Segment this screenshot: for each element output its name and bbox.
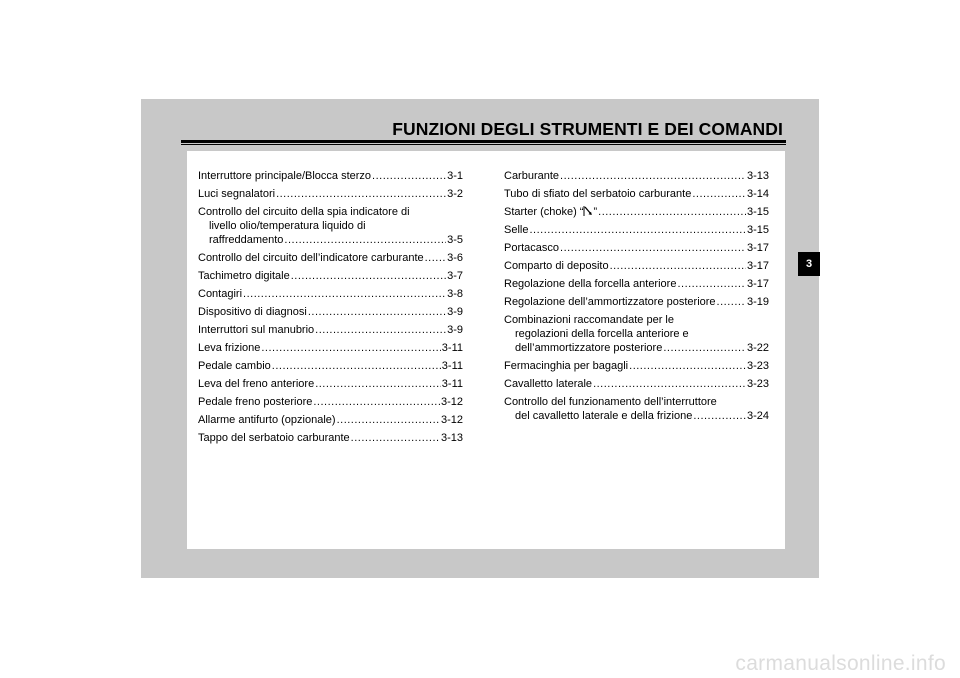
toc-page-number: 3-1 xyxy=(447,170,463,182)
toc-leader-dots xyxy=(284,233,446,247)
toc-page-number: 3-7 xyxy=(447,270,463,282)
toc-leader-dots xyxy=(315,377,441,391)
toc-entry-title: Leva del freno anteriore xyxy=(198,378,315,390)
toc-leader-dots xyxy=(425,251,446,265)
toc-entry[interactable] xyxy=(504,313,769,355)
toc-leader-dots xyxy=(598,205,746,219)
toc-entry-title: Luci segnalatori xyxy=(198,188,276,200)
toc-entry[interactable] xyxy=(504,359,769,373)
toc-page-number: 3-13 xyxy=(440,432,463,444)
toc-page-number: 3-12 xyxy=(440,396,463,408)
toc-page-number: 3-14 xyxy=(746,188,769,200)
toc-entry-title: Cavalletto laterale xyxy=(504,378,593,390)
toc-page-number: 3-5 xyxy=(447,234,463,246)
toc-leader-dots xyxy=(560,169,746,183)
toc-page-number: 3-6 xyxy=(447,252,463,264)
toc-entry-title: Combinazioni raccomandate per le xyxy=(504,314,674,326)
toc-entry[interactable] xyxy=(504,223,769,237)
toc-entry[interactable] xyxy=(504,259,769,273)
toc-entry-title: Leva frizione xyxy=(198,342,261,354)
toc-entry[interactable] xyxy=(504,187,769,201)
toc-page-number: 3-11 xyxy=(441,378,463,390)
toc-entry[interactable] xyxy=(198,377,463,391)
toc-leader-dots xyxy=(313,395,440,409)
toc-entry[interactable] xyxy=(198,323,463,337)
toc-entry-title: Carburante xyxy=(504,170,560,182)
toc-entry-title: Dispositivo di diagnosi xyxy=(198,306,307,318)
title-rule-thin xyxy=(181,144,786,145)
toc-leader-dots xyxy=(276,187,446,201)
toc-leader-dots xyxy=(372,169,446,183)
toc-page-number: 3-2 xyxy=(447,188,463,200)
toc-entry[interactable] xyxy=(198,341,463,355)
toc-leader-dots xyxy=(243,287,446,301)
toc-entry-title: del cavalletto laterale e della frizione xyxy=(515,410,693,422)
toc-leader-dots xyxy=(629,359,746,373)
toc-entry[interactable] xyxy=(198,187,463,201)
toc-entry[interactable] xyxy=(504,295,769,309)
toc-leader-dots xyxy=(593,377,746,391)
toc-entry-title: Tappo del serbatoio carburante xyxy=(198,432,350,444)
toc-page-number: 3-9 xyxy=(447,306,463,318)
toc-entry-title: Comparto di deposito xyxy=(504,260,609,272)
toc-page-number: 3-17 xyxy=(746,242,769,254)
toc-entry-title: regolazioni della forcella anteriore e xyxy=(515,328,689,340)
toc-page-number: 3-9 xyxy=(447,324,463,336)
toc-entry[interactable] xyxy=(198,287,463,301)
toc-entry-title: Regolazione della forcella anteriore xyxy=(504,278,677,290)
toc-entry-title: Controllo del circuito dell’indicatore carburante xyxy=(198,252,424,264)
toc-entry-title: Controllo del funzionamento dell’interruttore xyxy=(504,396,717,408)
toc-page-number: 3-11 xyxy=(441,342,463,354)
toc-entry[interactable] xyxy=(504,241,769,255)
toc-page-number: 3-22 xyxy=(746,342,769,354)
toc-page-number: 3-11 xyxy=(441,360,463,372)
toc-page-number: 3-12 xyxy=(440,414,463,426)
toc-left-column xyxy=(198,169,463,449)
title-rule xyxy=(181,140,786,143)
toc-leader-dots xyxy=(315,323,446,337)
toc-page-number: 3-17 xyxy=(746,260,769,272)
toc-leader-dots xyxy=(610,259,746,273)
toc-page-number: 3-24 xyxy=(746,410,769,422)
toc-leader-dots xyxy=(337,413,440,427)
watermark: carmanualsonline.info xyxy=(735,652,946,675)
toc-page-number: 3-15 xyxy=(746,206,769,218)
toc-entry-title: Contagiri xyxy=(198,288,243,300)
toc-entry[interactable] xyxy=(504,205,769,219)
toc-entry[interactable] xyxy=(198,169,463,183)
toc-entry[interactable] xyxy=(198,395,463,409)
toc-entry[interactable] xyxy=(504,169,769,183)
toc-entry-title: Fermacinghia per bagagli xyxy=(504,360,629,372)
toc-entry[interactable] xyxy=(198,251,463,265)
toc-leader-dots xyxy=(351,431,440,445)
toc-leader-dots xyxy=(693,409,746,423)
toc-page-number: 3-15 xyxy=(746,224,769,236)
toc-entry-title: Pedale cambio xyxy=(198,360,271,372)
toc-entry-title: Allarme antifurto (opzionale) xyxy=(198,414,336,426)
toc-entry-title: ” xyxy=(593,206,598,218)
toc-entry-title: Selle xyxy=(504,224,529,236)
toc-leader-dots xyxy=(663,341,746,355)
toc-leader-dots xyxy=(261,341,440,355)
toc-leader-dots xyxy=(529,223,746,237)
toc-entry-title: Tachimetro digitale xyxy=(198,270,290,282)
toc-leader-dots xyxy=(677,277,746,291)
toc-page-number: 3-8 xyxy=(447,288,463,300)
toc-entry-title: Portacasco xyxy=(504,242,560,254)
toc-entry-title: raffreddamento xyxy=(209,234,284,246)
toc-page-number: 3-23 xyxy=(746,360,769,372)
chapter-tab[interactable]: 3 xyxy=(798,252,820,276)
toc-entry[interactable] xyxy=(504,377,769,391)
toc-entry-title: Starter (choke) “ ” xyxy=(504,206,598,218)
toc-leader-dots xyxy=(308,305,446,319)
toc-entry-title: Interruttore principale/Blocca sterzo xyxy=(198,170,372,182)
choke-icon xyxy=(583,206,593,216)
toc-entry[interactable] xyxy=(198,269,463,283)
toc-entry-title: Regolazione dell’ammortizzatore posteriore xyxy=(504,296,716,308)
toc-entry[interactable] xyxy=(504,277,769,291)
toc-entry[interactable] xyxy=(504,395,769,423)
toc-entry[interactable] xyxy=(198,205,463,247)
toc-entry[interactable] xyxy=(198,431,463,445)
toc-leader-dots xyxy=(291,269,446,283)
toc-entry-title: Tubo di sfiato del serbatoio carburante xyxy=(504,188,692,200)
chapter-title: FUNZIONI DEGLI STRUMENTI E DEI COMANDI xyxy=(392,119,783,139)
toc-leader-dots xyxy=(717,295,746,309)
toc-page-number: 3-19 xyxy=(746,296,769,308)
toc-page-number: 3-23 xyxy=(746,378,769,390)
manual-page xyxy=(141,99,819,578)
toc-leader-dots xyxy=(560,241,746,255)
toc-entry[interactable] xyxy=(198,413,463,427)
toc-entry-title: Interruttori sul manubrio xyxy=(198,324,315,336)
toc-leader-dots xyxy=(272,359,441,373)
toc-entry-title: Pedale freno posteriore xyxy=(198,396,313,408)
toc-page-number: 3-17 xyxy=(746,278,769,290)
toc-entry[interactable] xyxy=(198,305,463,319)
toc-leader-dots xyxy=(692,187,746,201)
toc-entry[interactable] xyxy=(198,359,463,373)
toc-entry-title: dell’ammortizzatore posteriore xyxy=(515,342,663,354)
toc-panel xyxy=(187,151,785,549)
toc-entry-title: Controllo del circuito della spia indicatore di xyxy=(198,206,410,218)
toc-page-number: 3-13 xyxy=(746,170,769,182)
toc-right-column xyxy=(504,169,769,427)
toc-entry-title: livello olio/temperatura liquido di xyxy=(209,220,366,232)
